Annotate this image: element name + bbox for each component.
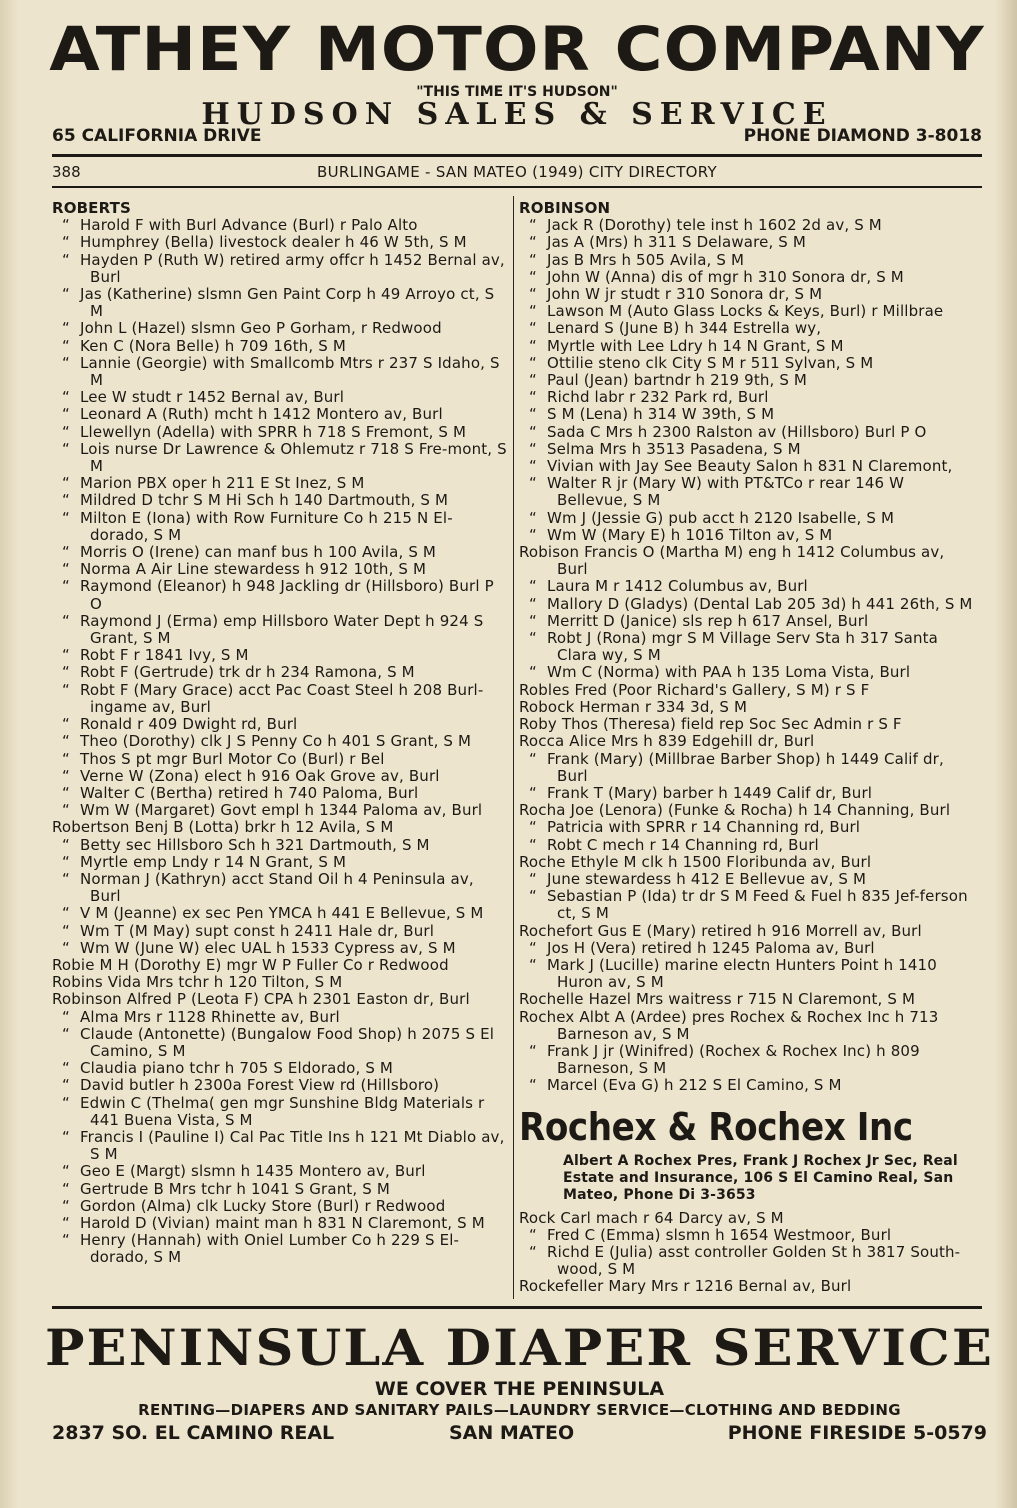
directory-entry [519, 269, 979, 286]
ditto-mark: “ [529, 405, 537, 424]
ditto-mark: “ [62, 835, 70, 854]
directory-entry [519, 355, 979, 372]
ditto-mark: “ [62, 285, 70, 304]
directory-entry [52, 613, 508, 647]
directory-entry [52, 389, 508, 406]
ditto-mark: “ [62, 1093, 70, 1112]
ditto-mark: “ [529, 336, 537, 355]
directory-entry [519, 475, 979, 509]
entry-text: John L (Hazel) slsmn Geo P Gorham, r Redwood [80, 319, 442, 338]
directory-entry: Rochex Albt A (Ardee) pres Rochex & Rochex Inc h 713 Barneson av, S M [519, 1007, 939, 1043]
ditto-mark: “ [529, 1076, 537, 1095]
directory-entry [52, 854, 508, 871]
diaper-service-ad [44, 1318, 995, 1448]
ditto-mark: “ [62, 508, 70, 527]
ditto-mark: “ [62, 353, 70, 372]
directory-entry: Rochefort Gus E (Mary) retired h 916 Morrell av, Burl [519, 921, 922, 940]
directory-entry [519, 1077, 979, 1094]
ditto-mark: “ [62, 1024, 70, 1043]
ditto-mark: “ [529, 783, 537, 802]
directory-entry: Roche Ethyle M clk h 1500 Floribunda av, Burl [519, 852, 872, 871]
directory-title: BURLINGAME - SAN MATEO (1949) CITY DIRECTORY [316, 163, 718, 181]
entry-text: Mark J (Lucille) marine electn Hunters Point h 1410 Huron av, S M [547, 955, 937, 992]
ditto-mark: “ [62, 577, 70, 596]
entry-text: Raymond J (Erma) emp Hillsboro Water Dept h 924 S Grant, S M [80, 611, 484, 648]
directory-entry: Rocca Alice Mrs h 839 Edgehill dr, Burl [519, 732, 815, 751]
entry-text: Raymond (Eleanor) h 948 Jackling dr (Hillsboro) Burl P O [80, 577, 494, 613]
ditto-mark: “ [62, 388, 70, 407]
directory-entry [519, 338, 979, 355]
entry-text: Hayden P (Ruth W) retired army offcr h 1452 Bernal av, Burl [80, 250, 505, 286]
ditto-mark: “ [529, 422, 537, 441]
directory-entry [519, 424, 979, 441]
entry-text: Llewellyn (Adella) with SPRR h 718 S Fremont, S M [80, 422, 467, 441]
directory-entry [52, 905, 508, 922]
directory-entry [52, 424, 508, 441]
directory-entry: Robie M H (Dorothy E) mgr W P Fuller Co r Redwood [52, 955, 449, 974]
directory-entry [519, 406, 979, 423]
right-column-entries [519, 200, 979, 1095]
entry-text: Myrtle emp Lndy r 14 N Grant, S M [80, 852, 347, 871]
directory-entry [519, 888, 979, 922]
entry-text: Claude (Antonette) (Bungalow Food Shop) h 2075 S El Camino, S M [80, 1024, 495, 1060]
entry-text: Lannie (Georgie) with Smallcomb Mtrs r 237 S Idaho, S M [80, 353, 500, 390]
entry-text: David butler h 2300a Forest View rd (Hillsboro) [80, 1076, 440, 1095]
entry-text: Verne W (Zona) elect h 916 Oak Grove av, Burl [80, 766, 440, 785]
directory-entry [519, 1043, 979, 1077]
entry-text: Lois nurse Dr Lawrence & Ohlemutz r 718 S Fre-mont, S M [80, 439, 507, 476]
ditto-mark: “ [529, 353, 537, 372]
directory-entry [52, 492, 508, 509]
directory-entry [52, 751, 508, 768]
ditto-mark: “ [529, 216, 537, 235]
ditto-mark: “ [529, 525, 537, 544]
ad-address: 65 CALIFORNIA DRIVE [52, 126, 262, 146]
ditto-mark: “ [62, 216, 70, 235]
entry-text: Selma Mrs h 3513 Pasadena, S M [547, 439, 801, 458]
page-number: 388 [52, 163, 81, 181]
ditto-mark: “ [62, 233, 70, 252]
directory-entry [52, 733, 508, 750]
ditto-mark: “ [62, 663, 70, 682]
ditto-mark: “ [529, 1242, 537, 1261]
ditto-mark: “ [62, 766, 70, 785]
ditto-mark: “ [62, 732, 70, 751]
directory-entry [52, 1198, 508, 1215]
entry-text: Wm W (Mary E) h 1016 Tilton av, S M [547, 525, 833, 544]
entry-text: Thos S pt mgr Burl Motor Co (Burl) r Bel [80, 749, 385, 768]
ad-slogan: "THIS TIME IT'S HUDSON" [416, 84, 618, 100]
directory-entry [519, 372, 979, 389]
directory-entry [519, 217, 979, 234]
ditto-mark: “ [529, 302, 537, 321]
ditto-mark: “ [529, 267, 537, 286]
directory-entry [52, 768, 508, 785]
ditto-mark: “ [62, 1213, 70, 1232]
ditto-mark: “ [62, 250, 70, 269]
directory-entry: Roby Thos (Theresa) field rep Soc Sec Admin r S F [519, 715, 902, 734]
directory-entry [519, 252, 979, 269]
ditto-mark: “ [62, 474, 70, 493]
entry-text: Walter R jr (Mary W) with PT&TCo r rear 146 W Bellevue, S M [547, 474, 905, 510]
rochex-ad [519, 1105, 979, 1204]
entry-text: Wm T (M May) supt const h 2411 Hale dr, Burl [80, 921, 435, 940]
ditto-mark: “ [529, 835, 537, 854]
directory-entry [519, 957, 979, 991]
diaper-ad-city: SAN MATEO [449, 1422, 575, 1444]
entry-text: Jas B Mrs h 505 Avila, S M [547, 250, 745, 269]
ditto-mark: “ [62, 715, 70, 734]
directory-entry [52, 1129, 508, 1163]
entry-text: Norma A Air Line stewardess h 912 10th, S M [80, 560, 427, 579]
directory-entry [519, 613, 979, 630]
directory-entry [519, 630, 979, 664]
directory-entry [519, 1244, 979, 1278]
entry-text: Mildred D tchr S M Hi Sch h 140 Dartmouth, S M [80, 491, 449, 510]
directory-entry [519, 785, 979, 802]
entry-text: Jack R (Dorothy) tele inst h 1602 2d av, S M [547, 216, 882, 235]
entry-text: Frank J jr (Winifred) (Rochex & Rochex Inc) h 809 Barneson, S M [547, 1041, 920, 1078]
directory-entry [519, 664, 979, 681]
top-divider-rule [52, 154, 982, 157]
ditto-mark: “ [529, 1225, 537, 1244]
ditto-mark: “ [62, 921, 70, 940]
ditto-mark: “ [62, 560, 70, 579]
ditto-mark: “ [529, 577, 537, 596]
entry-text: Merritt D (Janice) sls rep h 617 Ansel, Burl [547, 611, 869, 630]
entry-text: Ottilie steno clk City S M r 511 Sylvan, S M [547, 353, 874, 372]
entry-text: Jos H (Vera) retired h 1245 Paloma av, Burl [547, 938, 875, 957]
ditto-mark: “ [529, 319, 537, 338]
ditto-mark: “ [529, 611, 537, 630]
ditto-mark: “ [62, 336, 70, 355]
directory-entry: Robles Fred (Poor Richard's Gallery, S M) r S F [519, 680, 870, 699]
entry-text: Patricia with SPRR r 14 Channing rd, Burl [547, 818, 861, 837]
right-column [519, 200, 979, 1296]
entry-text: Marcel (Eva G) h 212 S El Camino, S M [547, 1076, 842, 1095]
entry-text: Richd E (Julia) asst controller Golden St h 3817 South-wood, S M [547, 1242, 961, 1279]
ditto-mark: “ [529, 233, 537, 252]
diaper-ad-address: 2837 SO. EL CAMINO REAL [52, 1422, 335, 1444]
ditto-mark: “ [62, 1162, 70, 1181]
ditto-mark: “ [529, 594, 537, 613]
directory-entry [52, 1163, 508, 1180]
entry-text: Norman J (Kathryn) acct Stand Oil h 4 Peninsula av, Burl [80, 869, 474, 906]
ditto-mark: “ [62, 938, 70, 957]
entry-text: Laura M r 1412 Columbus av, Burl [547, 577, 808, 596]
directory-entry [52, 1077, 508, 1094]
directory-entry: Robertson Benj B (Lotta) brkr h 12 Avila, S M [52, 818, 394, 837]
ditto-mark: “ [62, 1231, 70, 1250]
entry-text: Robt F (Gertrude) trk dr h 234 Ramona, S M [80, 663, 415, 682]
directory-entry [52, 716, 508, 733]
diaper-ad-phone: PHONE FIRESIDE 5-0579 [727, 1422, 987, 1444]
ditto-mark: “ [62, 801, 70, 820]
entry-text: Francis I (Pauline I) Cal Pac Title Ins h 121 Mt Diablo av, S M [80, 1127, 505, 1164]
entry-text: Robt F (Mary Grace) acct Pac Coast Steel h 208 Burl-ingame av, Burl [80, 680, 484, 716]
directory-entry [519, 303, 979, 320]
directory-entry: Rochelle Hazel Mrs waitress r 715 N Claremont, S M [519, 990, 916, 1009]
entry-text: Claudia piano tchr h 705 S Eldorado, S M [80, 1059, 394, 1078]
directory-entry: Robins Vida Mrs tchr h 120 Tilton, S M [52, 973, 343, 992]
entry-text: Ronald r 409 Dwight rd, Burl [80, 715, 298, 734]
ditto-mark: “ [62, 1127, 70, 1146]
entry-text: Milton E (Iona) with Row Furniture Co h 215 N El-dorado, S M [80, 508, 453, 544]
surname-heading: ROBINSON [519, 199, 611, 217]
directory-entry [519, 819, 979, 836]
directory-entry [52, 544, 508, 561]
entry-text: Mallory D (Gladys) (Dental Lab 205 3d) h 441 26th, S M [547, 594, 973, 613]
entry-text: Jas (Katherine) slsmn Gen Paint Corp h 49 Arroyo ct, S M [80, 285, 495, 321]
entry-text: Jas A (Mrs) h 311 S Delaware, S M [547, 233, 806, 252]
directory-entry [52, 664, 508, 681]
ad-phone: PHONE DIAMOND 3-8018 [743, 126, 982, 146]
directory-entry [52, 923, 508, 940]
entry-text: Humphrey (Bella) livestock dealer h 46 W 5th, S M [80, 233, 467, 252]
directory-entry: Rocha Joe (Lenora) (Funke & Rocha) h 14 Channing, Burl [519, 801, 951, 820]
diaper-ad-name: PENINSULA DIAPER SERVICE [44, 1318, 995, 1377]
directory-entry [52, 1009, 508, 1026]
ditto-mark: “ [529, 938, 537, 957]
ditto-mark: “ [62, 319, 70, 338]
entry-text: Vivian with Jay See Beauty Salon h 831 N Claremont, [547, 457, 953, 476]
directory-entry [52, 785, 508, 802]
entry-text: Wm W (June W) elec UAL h 1533 Cypress av, S M [80, 938, 456, 957]
rochex-ad-detail: Albert A Rochex Pres, Frank J Rochex Jr Sec, Real Estate and Insurance, 106 S El Camino Real, San Mateo, Phone Di 3-3653 [563, 1152, 958, 1203]
entry-text: V M (Jeanne) ex sec Pen YMCA h 441 E Bellevue, S M [80, 904, 484, 923]
right-column-entries-after [519, 1210, 979, 1296]
bottom-divider-rule [52, 1306, 982, 1309]
directory-entry [52, 802, 508, 819]
entry-text: Fred C (Emma) slsmn h 1654 Westmoor, Burl [547, 1225, 892, 1244]
entry-text: John W (Anna) dis of mgr h 310 Sonora dr, S M [547, 267, 904, 286]
ditto-mark: “ [529, 508, 537, 527]
directory-entry [519, 510, 979, 527]
athey-motor-ad [49, 14, 985, 148]
entry-text: Marion PBX oper h 211 E St Inez, S M [80, 474, 365, 493]
entry-text: Lawson M (Auto Glass Locks & Keys, Burl) r Millbrae [547, 302, 944, 321]
entry-text: Frank T (Mary) barber h 1449 Calif dr, Burl [547, 783, 873, 802]
diaper-ad-contact-row [52, 1420, 987, 1448]
directory-entry [52, 871, 508, 905]
ditto-mark: “ [62, 543, 70, 562]
directory-entry [52, 510, 508, 544]
directory-entry [52, 578, 508, 612]
directory-entry: Robinson Alfred P (Leota F) CPA h 2301 Easton dr, Burl [52, 990, 470, 1009]
ditto-mark: “ [529, 371, 537, 390]
entry-text: Robt J (Rona) mgr S M Village Serv Sta h 317 Santa Clara wy, S M [547, 629, 938, 665]
directory-entry [519, 1227, 979, 1244]
entry-text: Paul (Jean) bartndr h 219 9th, S M [547, 371, 808, 390]
entry-text: Geo E (Margt) slsmn h 1435 Montero av, Burl [80, 1162, 426, 1181]
entry-text: Lenard S (June B) h 344 Estrella wy, [547, 319, 822, 338]
entry-text: Myrtle with Lee Ldry h 14 N Grant, S M [547, 336, 844, 355]
entry-text: John W jr studt r 310 Sonora dr, S M [547, 285, 823, 304]
surname-heading: ROBERTS [52, 199, 131, 217]
ditto-mark: “ [62, 422, 70, 441]
directory-entry [52, 682, 508, 716]
directory-entry: Robison Francis O (Martha M) eng h 1412 Columbus av, Burl [519, 543, 945, 579]
entry-text: S M (Lena) h 314 W 39th, S M [547, 405, 775, 424]
ditto-mark: “ [62, 869, 70, 888]
ad-contact-row [52, 124, 982, 148]
ditto-mark: “ [529, 955, 537, 974]
ditto-mark: “ [529, 250, 537, 269]
directory-entry [52, 234, 508, 251]
directory-entry [52, 1026, 508, 1060]
entry-text: Ken C (Nora Belle) h 709 16th, S M [80, 336, 346, 355]
directory-entry [519, 441, 979, 458]
directory-entry [519, 458, 979, 475]
directory-entry [52, 286, 508, 320]
entry-text: Sada C Mrs h 2300 Ralston av (Hillsboro) Burl P O [547, 422, 927, 441]
directory-entry [52, 217, 508, 234]
ditto-mark: “ [62, 611, 70, 630]
ditto-mark: “ [529, 749, 537, 768]
directory-entry [519, 596, 979, 613]
directory-entry [52, 940, 508, 957]
ditto-mark: “ [62, 646, 70, 665]
ditto-mark: “ [62, 749, 70, 768]
directory-entry [519, 578, 979, 595]
ditto-mark: “ [529, 663, 537, 682]
ditto-mark: “ [529, 388, 537, 407]
directory-entry [52, 837, 508, 854]
left-column [52, 200, 508, 1267]
ditto-mark: “ [62, 1007, 70, 1026]
ditto-mark: “ [529, 474, 537, 493]
ad-service-line: HUDSON SALES & SERVICE [201, 97, 833, 132]
entry-text: Wm C (Norma) with PAA h 135 Loma Vista, Burl [547, 663, 911, 682]
entry-text: Wm J (Jessie G) pub acct h 2120 Isabelle, S M [547, 508, 895, 527]
column-divider [513, 196, 514, 1299]
ditto-mark: “ [62, 439, 70, 458]
entry-text: Leonard A (Ruth) mcht h 1412 Montero av, Burl [80, 405, 443, 424]
ditto-mark: “ [529, 285, 537, 304]
entry-text: June stewardess h 412 E Bellevue av, S M [547, 869, 867, 888]
directory-entry [52, 320, 508, 337]
ditto-mark: “ [62, 680, 70, 699]
directory-entry [52, 1215, 508, 1232]
directory-entry [52, 355, 508, 389]
ditto-mark: “ [62, 1076, 70, 1095]
entry-text: Gertrude B Mrs tchr h 1041 S Grant, S M [80, 1179, 390, 1198]
ditto-mark: “ [529, 439, 537, 458]
directory-entry [519, 751, 979, 785]
directory-entry: Rockefeller Mary Mrs r 1216 Bernal av, Burl [519, 1277, 852, 1296]
ditto-mark: “ [62, 1196, 70, 1215]
entry-text: Morris O (Irene) can manf bus h 100 Avila, S M [80, 543, 437, 562]
directory-entry [52, 475, 508, 492]
entry-text: Walter C (Bertha) retired h 740 Paloma, Burl [80, 783, 419, 802]
entry-text: Alma Mrs r 1128 Rhinette av, Burl [80, 1007, 340, 1026]
directory-entry [519, 234, 979, 251]
entry-text: Harold D (Vivian) maint man h 831 N Claremont, S M [80, 1213, 485, 1232]
ditto-mark: “ [529, 457, 537, 476]
ditto-mark: “ [529, 887, 537, 906]
entry-text: Henry (Hannah) with Oniel Lumber Co h 229 S El-dorado, S M [80, 1231, 460, 1267]
entry-text: Frank (Mary) (Millbrae Barber Shop) h 1449 Calif dr, Burl [547, 749, 944, 785]
ditto-mark: “ [62, 405, 70, 424]
directory-entry [52, 1095, 508, 1129]
entry-text: Sebastian P (Ida) tr dr S M Feed & Fuel h 835 Jef-ferson ct, S M [547, 887, 968, 923]
directory-entry [519, 320, 979, 337]
directory-entry [52, 1181, 508, 1198]
directory-entry [519, 940, 979, 957]
directory-entry [52, 441, 508, 475]
directory-entry [52, 338, 508, 355]
directory-entry [519, 837, 979, 854]
entry-text: Harold F with Burl Advance (Burl) r Palo Alto [80, 216, 418, 235]
entry-text: Lee W studt r 1452 Bernal av, Burl [80, 388, 345, 407]
directory-entry [52, 1232, 508, 1266]
ditto-mark: “ [529, 1041, 537, 1060]
diaper-ad-services: RENTING—DIAPERS AND SANITARY PAILS—LAUNDRY SERVICE—CLOTHING AND BEDDING [138, 1401, 901, 1419]
entry-text: Betty sec Hillsboro Sch h 321 Dartmouth, S M [80, 835, 430, 854]
directory-entry: Rock Carl mach r 64 Darcy av, S M [519, 1208, 784, 1227]
ditto-mark: “ [529, 629, 537, 648]
directory-entry [519, 527, 979, 544]
ditto-mark: “ [529, 869, 537, 888]
directory-entry [52, 1060, 508, 1077]
ditto-mark: “ [529, 818, 537, 837]
ditto-mark: “ [62, 852, 70, 871]
ditto-mark: “ [62, 783, 70, 802]
running-header [52, 163, 982, 187]
directory-entry [52, 647, 508, 664]
entry-text: Richd labr r 232 Park rd, Burl [547, 388, 769, 407]
directory-entry [519, 286, 979, 303]
entry-text: Edwin C (Thelma( gen mgr Sunshine Bldg Materials r 441 Buena Vista, S M [80, 1093, 485, 1129]
ditto-mark: “ [62, 1059, 70, 1078]
ditto-mark: “ [62, 1179, 70, 1198]
directory-entry [52, 406, 508, 423]
directory-entry [52, 561, 508, 578]
entry-text: Robt F r 1841 Ivy, S M [80, 646, 249, 665]
entry-text: Robt C mech r 14 Channing rd, Burl [547, 835, 819, 854]
directory-entry [52, 252, 508, 286]
ditto-mark: “ [62, 491, 70, 510]
rochex-ad-name: Rochex & Rochex Inc [519, 1104, 913, 1149]
directory-entry: Robock Herman r 334 3d, S M [519, 697, 748, 716]
entry-text: Wm W (Margaret) Govt empl h 1344 Paloma av, Burl [80, 801, 483, 820]
directory-entry [519, 389, 979, 406]
directory-entry [519, 871, 979, 888]
ad-company-name: ATHEY MOTOR COMPANY [49, 14, 985, 85]
diaper-ad-cover: WE COVER THE PENINSULA [374, 1378, 665, 1400]
entry-text: Gordon (Alma) clk Lucky Store (Burl) r Redwood [80, 1196, 446, 1215]
header-rule [52, 186, 982, 188]
ditto-mark: “ [62, 904, 70, 923]
entry-text: Theo (Dorothy) clk J S Penny Co h 401 S Grant, S M [80, 732, 472, 751]
